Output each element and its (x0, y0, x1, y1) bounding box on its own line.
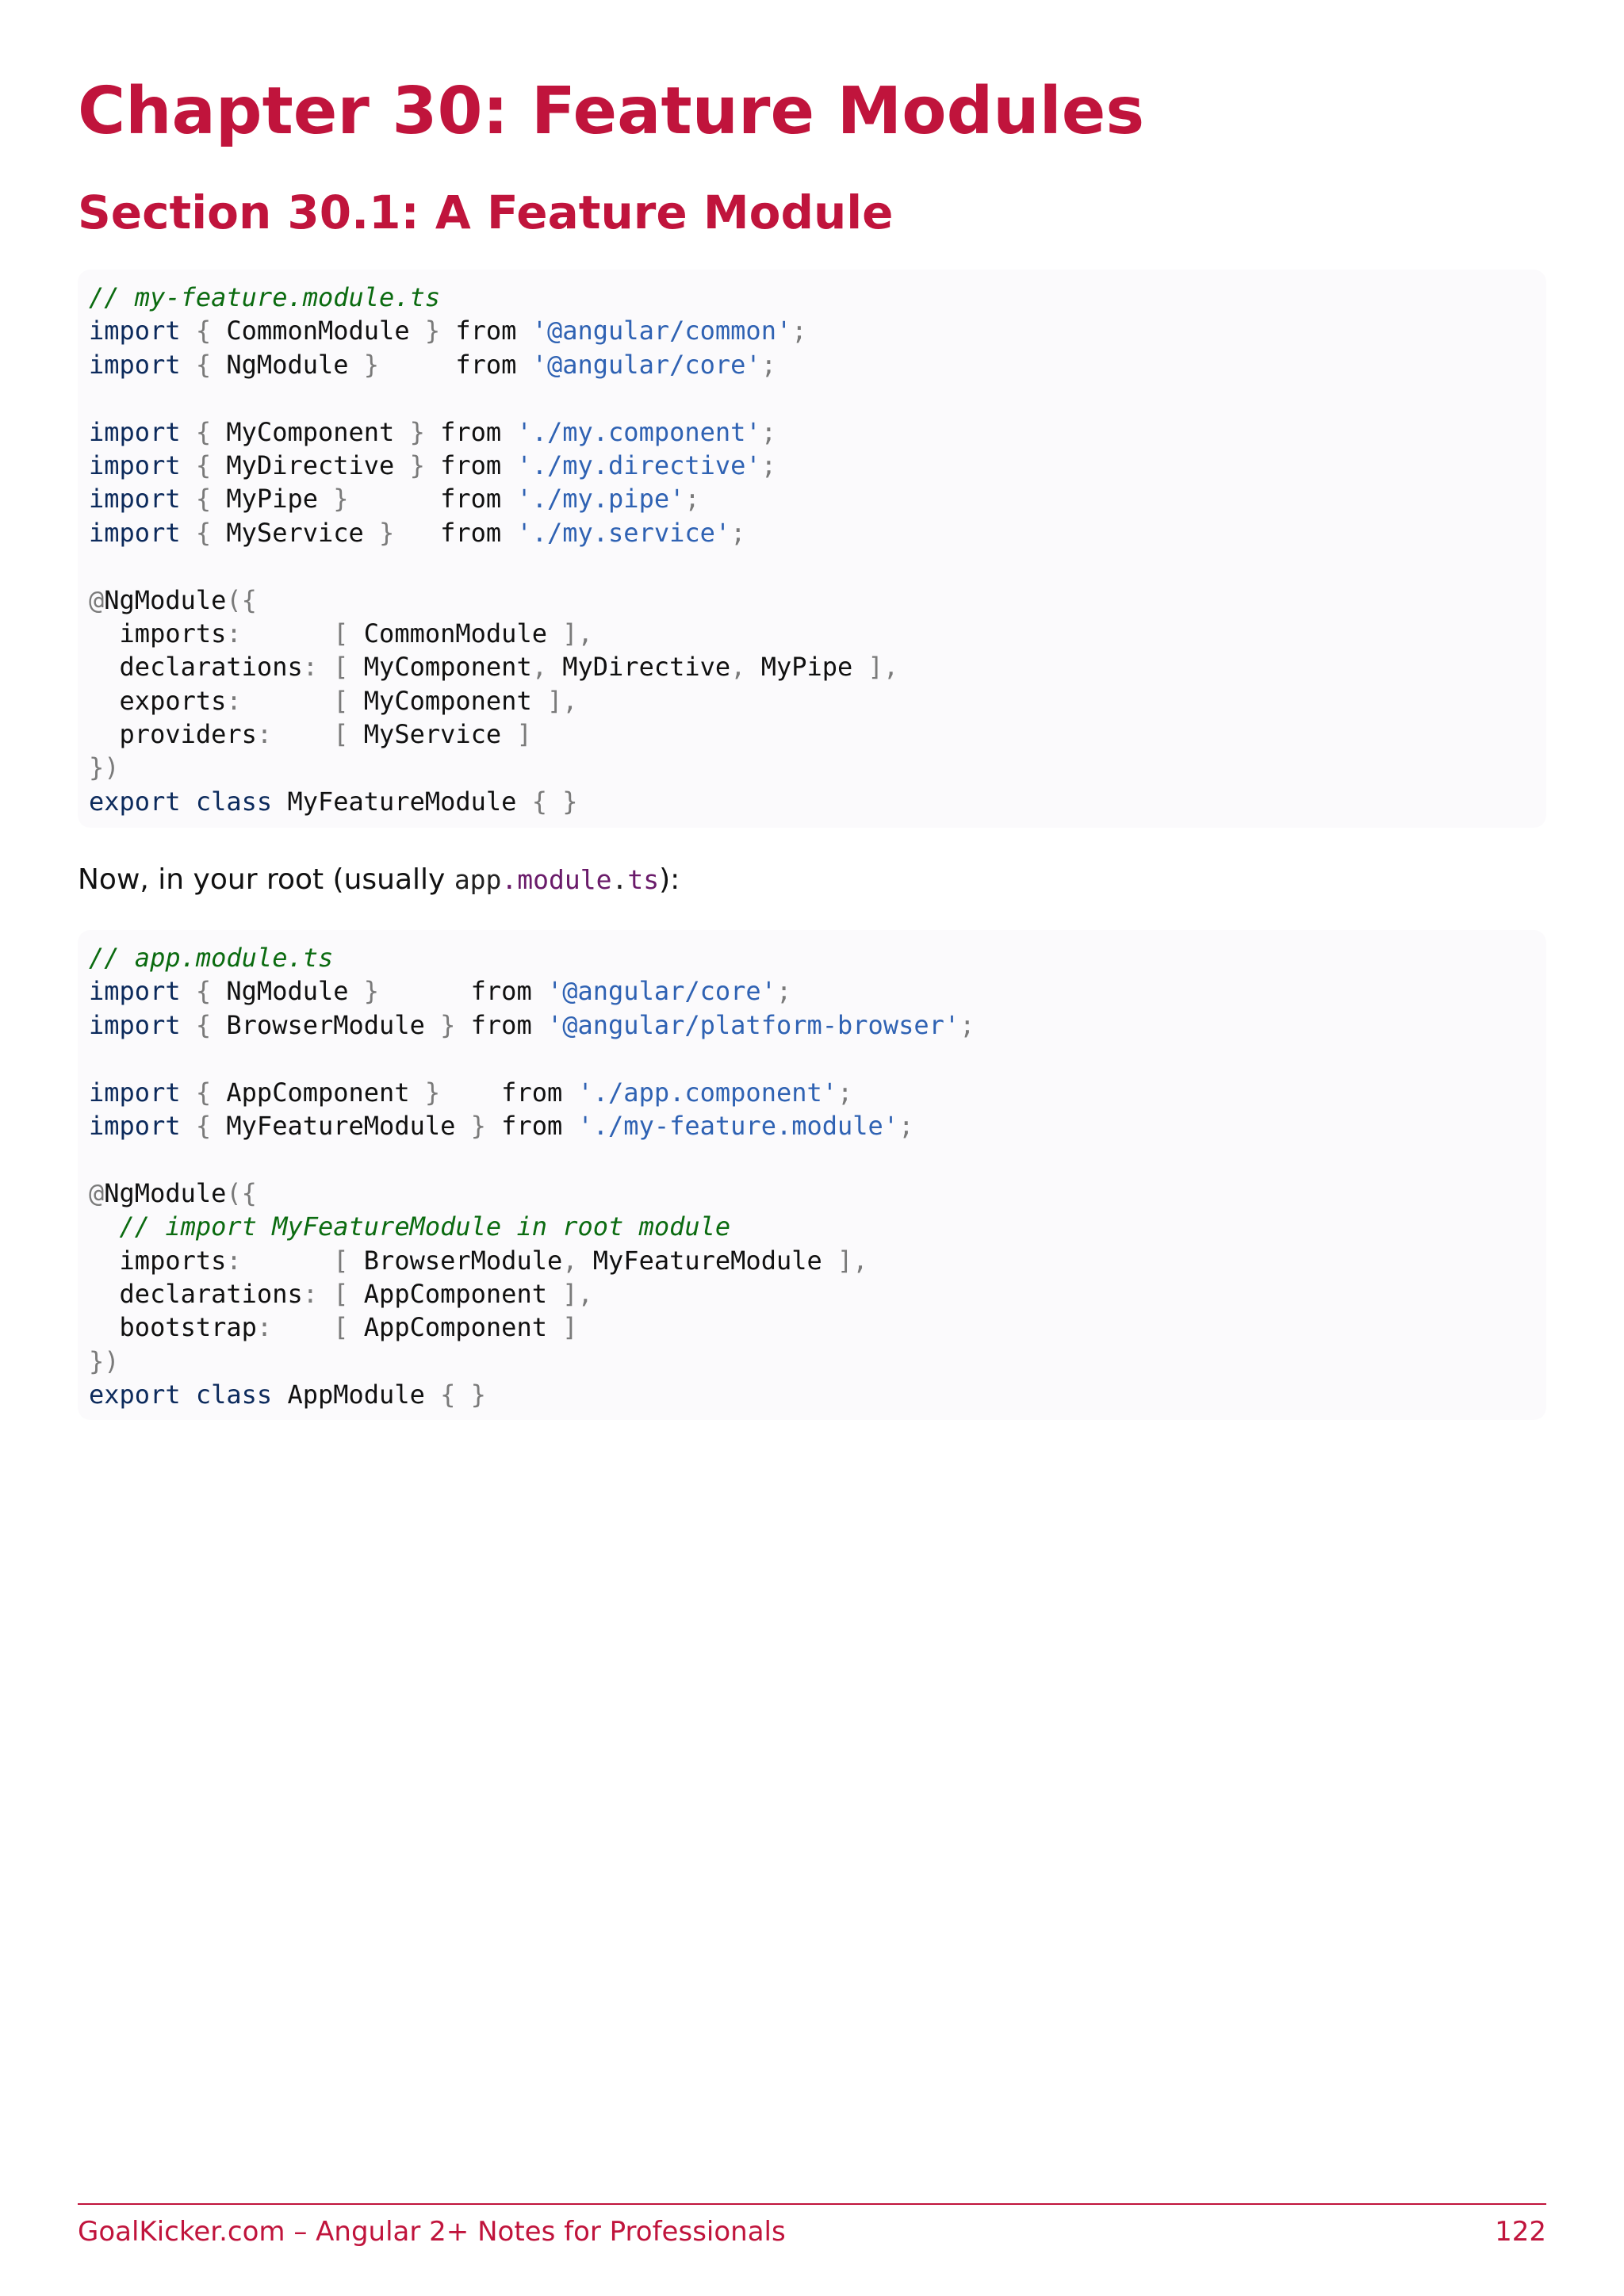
code-token (89, 1211, 120, 1242)
code-token (318, 652, 333, 682)
code-token: import (89, 316, 181, 346)
inline-code-part: app (454, 864, 502, 895)
inline-code-part: . (611, 864, 628, 895)
code-token: [ (333, 618, 349, 649)
code-token: ; (791, 316, 807, 346)
code-token: BrowserModule (348, 1245, 563, 1276)
code-token: '@angular/platform-browser' (546, 1009, 960, 1040)
code-token: { (195, 1077, 212, 1108)
code-token: import (89, 450, 181, 480)
code-token: MyService (211, 517, 380, 548)
code-line (89, 516, 1546, 549)
code-token: AppModule (272, 1380, 441, 1410)
code-line (89, 1142, 1546, 1176)
code-token: './app.component' (577, 1077, 838, 1108)
code-token (181, 350, 196, 380)
code-token: from (379, 349, 532, 380)
code-token: ; (760, 416, 776, 447)
code-token: './my.component' (516, 416, 761, 447)
code-line (89, 617, 1546, 650)
code-token: MyFeatureModule (211, 1110, 471, 1141)
code-token: [ (333, 1278, 349, 1309)
code-token: MyComponent (348, 685, 547, 716)
code-token: ] (516, 719, 532, 750)
code-token: MyPipe (211, 484, 334, 515)
code-line (89, 941, 1546, 974)
code-token: MyService (348, 719, 517, 750)
code-token: : (226, 1245, 242, 1276)
code-token: } (363, 349, 380, 380)
code-token: NgModule (211, 976, 364, 1007)
code-token: MyPipe (745, 652, 868, 683)
inline-code-part: .module (501, 864, 612, 895)
code-token: }) (89, 752, 120, 783)
code-line (89, 1042, 1546, 1075)
code-token: ; (898, 1110, 914, 1141)
code-token: from (424, 416, 517, 447)
code-line (89, 584, 1546, 617)
code-token: export (89, 1380, 181, 1410)
code-token: [ (333, 719, 349, 750)
footer-site-title: GoalKicker.com – Angular 2+ Notes for Professionals (78, 2216, 786, 2248)
code-token: from (424, 450, 517, 480)
code-line (89, 348, 1546, 381)
code-token: // import MyFeatureModule in root module (119, 1211, 731, 1242)
paragraph-root-module (78, 858, 680, 902)
inline-code-filename (454, 864, 659, 895)
code-token: from (348, 484, 517, 515)
code-token: } (333, 484, 349, 515)
code-token: from (455, 1009, 547, 1040)
code-token (242, 1246, 334, 1276)
code-line (89, 415, 1546, 449)
code-token: import (89, 416, 181, 447)
code-token: { (195, 1009, 212, 1040)
inline-code-part: ts (627, 864, 660, 895)
code-line (89, 785, 1546, 818)
code-token: imports (89, 618, 227, 649)
code-token: [ (333, 685, 349, 716)
code-token: '@angular/common' (531, 316, 792, 346)
code-token: AppComponent (348, 1312, 563, 1343)
code-line (89, 1277, 1546, 1311)
code-token: class (195, 1380, 273, 1410)
code-token: MyDirective (211, 450, 410, 480)
code-token: ({ (226, 1177, 257, 1208)
code-token: ; (760, 349, 776, 380)
code-token: ; (730, 517, 746, 548)
code-token: } (409, 416, 425, 447)
code-token: MyFeatureModule (272, 786, 532, 817)
code-token: class (195, 786, 273, 817)
code-token: bootstrap (89, 1312, 257, 1343)
paragraph-text-before: Now, in your root (usually (78, 863, 454, 896)
code-token: { } (440, 1380, 486, 1410)
code-token: } (440, 1009, 456, 1040)
paragraph-text-after: ): (659, 863, 680, 896)
code-token: declarations (89, 1278, 303, 1309)
chapter-title: Chapter 30: Feature Modules (78, 74, 1145, 149)
footer-divider (78, 2203, 1546, 2205)
code-token: { } (531, 786, 578, 817)
code-token: MyDirective (546, 652, 731, 683)
code-token: } (409, 450, 425, 480)
code-token: ; (837, 1077, 853, 1108)
code-token: './my.directive' (516, 450, 761, 480)
code-line (89, 1311, 1546, 1344)
code-line (89, 1244, 1546, 1277)
code-token (242, 618, 334, 649)
code-token: import (89, 1009, 181, 1040)
code-token: ; (959, 1009, 975, 1040)
code-token: BrowserModule (211, 1009, 441, 1040)
code-token: from (379, 976, 547, 1007)
code-token (181, 518, 196, 548)
code-token: NgModule (104, 584, 227, 615)
code-token: providers (89, 719, 257, 750)
code-token: } (424, 1077, 441, 1108)
code-line (89, 482, 1546, 515)
code-token (181, 1111, 196, 1141)
code-token: CommonModule (211, 316, 425, 346)
code-token (181, 417, 196, 447)
code-token: } (470, 1110, 486, 1141)
code-line (89, 449, 1546, 482)
code-token: import (89, 1110, 181, 1141)
code-token: exports (89, 685, 227, 716)
code-token: : (226, 618, 242, 649)
code-token: : (302, 652, 318, 683)
code-token: { (195, 349, 212, 380)
code-token: @ (89, 584, 105, 615)
code-token: AppComponent (348, 1278, 563, 1309)
code-token: : (302, 1278, 318, 1309)
code-token (272, 719, 333, 749)
code-token: MyFeatureModule (577, 1245, 838, 1276)
code-token: } (424, 316, 441, 346)
code-token: ], (546, 685, 578, 716)
code-token (181, 1380, 196, 1410)
code-token: ] (562, 1312, 578, 1343)
code-token: ], (868, 652, 899, 683)
code-token: // app.module.ts (89, 943, 334, 973)
code-token: { (195, 517, 212, 548)
code-token (181, 316, 196, 346)
code-token: }) (89, 1345, 120, 1376)
code-token (181, 786, 196, 817)
code-token: [ (333, 1245, 349, 1276)
code-line (89, 751, 1546, 784)
code-token: , (730, 652, 746, 683)
code-token: { (195, 976, 212, 1007)
code-token: , (562, 1245, 578, 1276)
code-token: import (89, 976, 181, 1007)
code-token: import (89, 1077, 181, 1108)
code-token (318, 1279, 333, 1309)
code-token: } (379, 517, 395, 548)
code-token: from (394, 517, 517, 548)
code-token: './my.service' (516, 517, 731, 548)
code-token: { (195, 1110, 212, 1141)
code-line (89, 974, 1546, 1008)
code-token: : (256, 1312, 273, 1343)
code-line (89, 1345, 1546, 1378)
code-token: NgModule (211, 349, 364, 380)
code-line (89, 650, 1546, 683)
code-line (89, 1378, 1546, 1411)
code-token: { (195, 416, 212, 447)
code-token: // my-feature.module.ts (89, 282, 441, 312)
code-token: [ (333, 1312, 349, 1343)
code-token (181, 976, 196, 1006)
code-token: ], (562, 618, 593, 649)
code-token (272, 1312, 333, 1342)
footer-page-number: 122 (1495, 2216, 1546, 2248)
code-token: ], (562, 1278, 593, 1309)
code-token (181, 450, 196, 480)
code-token (242, 686, 334, 716)
code-token: NgModule (104, 1177, 227, 1208)
section-title: Section 30.1: A Feature Module (78, 186, 894, 239)
code-token: { (195, 484, 212, 515)
code-token: : (256, 719, 273, 750)
code-token: import (89, 349, 181, 380)
code-line (89, 381, 1546, 415)
code-token: import (89, 517, 181, 548)
code-token (181, 1077, 196, 1108)
code-line (89, 1109, 1546, 1142)
code-line (89, 1210, 1546, 1243)
code-token: MyComponent (211, 416, 410, 447)
code-token: export (89, 786, 181, 817)
code-token: AppComponent (211, 1077, 425, 1108)
code-token (181, 484, 196, 514)
code-token: from (485, 1110, 578, 1141)
code-line (89, 1008, 1546, 1042)
code-token: declarations (89, 652, 303, 683)
code-block-root-module (78, 930, 1546, 1420)
code-token: @ (89, 1177, 105, 1208)
code-line (89, 1177, 1546, 1210)
code-token: ; (684, 484, 700, 515)
code-token: './my.pipe' (516, 484, 685, 515)
code-line (89, 314, 1546, 347)
code-line (89, 684, 1546, 718)
code-token: from (440, 316, 532, 346)
code-token: , (531, 652, 547, 683)
code-line (89, 1076, 1546, 1109)
code-token: from (440, 1077, 578, 1108)
code-token: imports (89, 1245, 227, 1276)
code-token: { (195, 450, 212, 480)
code-token: ; (776, 976, 792, 1007)
code-token: import (89, 484, 181, 515)
code-token: './my-feature.module' (577, 1110, 899, 1141)
code-block-feature-module (78, 270, 1546, 828)
code-line (89, 549, 1546, 583)
code-token: { (195, 316, 212, 346)
code-token: ; (760, 450, 776, 480)
code-token: '@angular/core' (531, 349, 761, 380)
code-token (181, 1010, 196, 1040)
code-token: : (226, 685, 242, 716)
code-token: CommonModule (348, 618, 563, 649)
code-line (89, 718, 1546, 751)
code-line (89, 281, 1546, 314)
code-token: ], (837, 1245, 868, 1276)
code-token: ({ (226, 584, 257, 615)
code-token: [ (333, 652, 349, 683)
code-token: '@angular/core' (546, 976, 776, 1007)
code-token: MyComponent (348, 652, 532, 683)
code-token: } (363, 976, 380, 1007)
